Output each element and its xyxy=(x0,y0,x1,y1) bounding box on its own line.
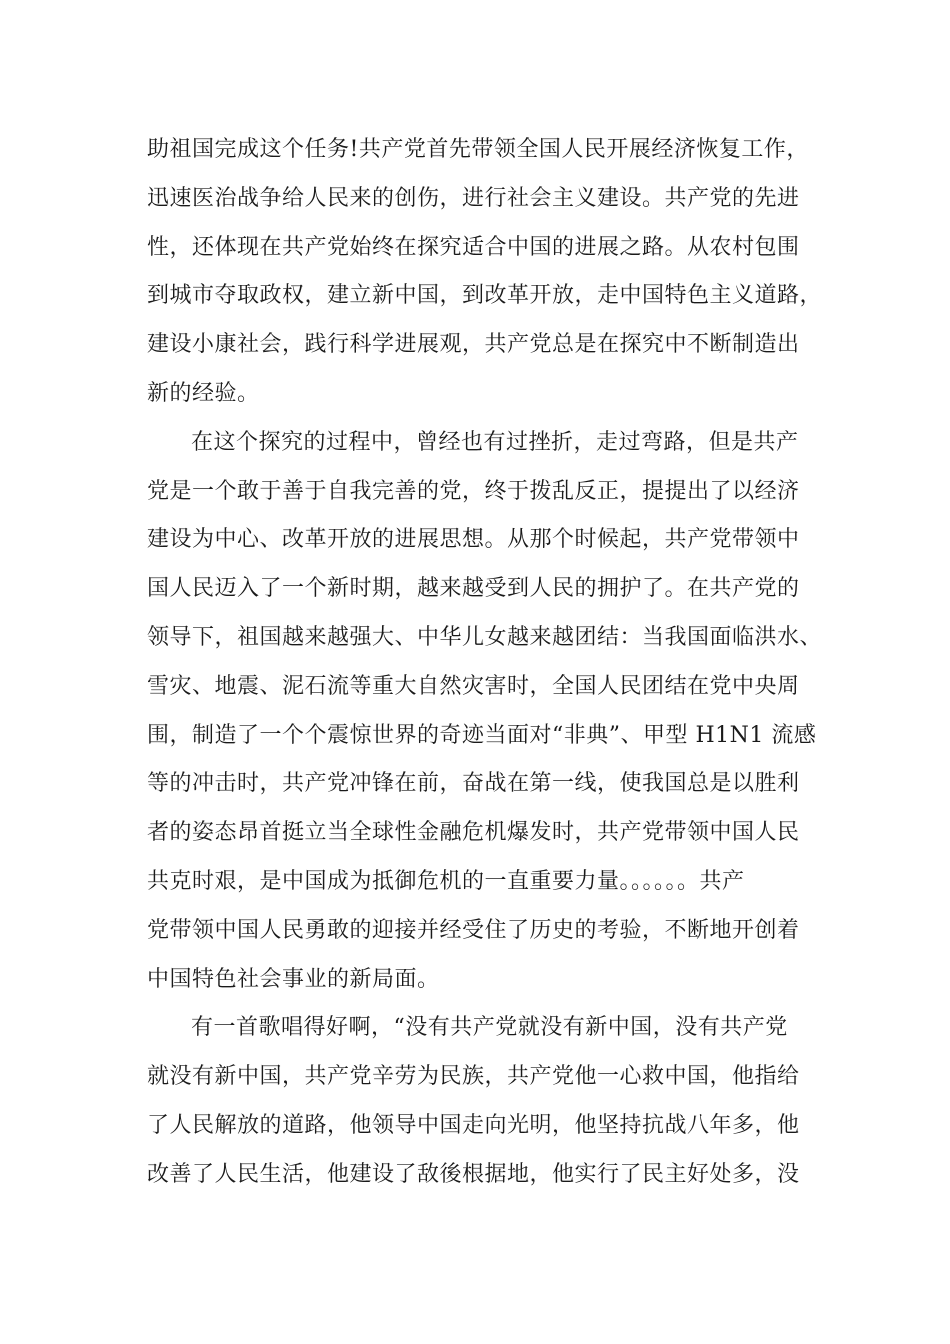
text-line: 改善了人民生活，他建设了敌後根据地，他实行了民主好处多，没 xyxy=(147,1161,800,1187)
text-line: 建设为中心、改革开放的进展思想。从那个时候起，共产党带领中 xyxy=(147,527,800,553)
text-line: 中国特色社会事业的新局面。 xyxy=(147,966,440,992)
text-line: 领导下，祖国越来越强大、中华儿女越来越团结：当我国面临洪水、 xyxy=(147,624,823,650)
text-line: 助祖国完成这个任务!共产党首先带领全国人民开展经济恢复工作， xyxy=(147,137,809,162)
text-line: 了人民解放的道路，他领导中国走向光明，他坚持抗战八年多，他 xyxy=(147,1112,800,1138)
text-line: 在这个探究的过程中，曾经也有过挫折，走过弯路，但是共产 xyxy=(191,429,799,455)
text-line: 围，制造了一个个震惊世界的奇迹当面对“非典”、甲型 H1N1 流感 xyxy=(147,722,817,748)
text-line: 性，还体现在共产党始终在探究适合中国的进展之路。从农村包围 xyxy=(147,234,800,260)
paragraph-1 xyxy=(147,126,827,419)
text-line: 到城市夺取政权，建立新中国，到改革开放，走中国特色主义道路， xyxy=(147,283,823,309)
text-line: 就没有新中国，共产党辛劳为民族，共产党他一心救中国，他指给 xyxy=(147,1064,800,1090)
text-line: 有一首歌唱得好啊，“没有共产党就没有新中国，没有共产党 xyxy=(191,1015,788,1041)
text-line: 共克时艰，是中国成为抵御危机的一直重要力量。。。。。。共产 xyxy=(147,868,745,894)
body-text xyxy=(147,126,827,1200)
text-line: 等的冲击时，共产党冲锋在前，奋战在第一线，使我国总是以胜利 xyxy=(147,771,800,797)
text-line: 迅速医治战争给人民来的创伤，进行社会主义建设。共产党的先进 xyxy=(147,185,800,211)
paragraph-3 xyxy=(147,1004,827,1199)
paragraph-2 xyxy=(147,419,827,1005)
text-line: 建设小康社会，践行科学进展观，共产党总是在探究中不断制造出 xyxy=(147,332,800,358)
text-line: 国人民迈入了一个新时期，越来越受到人民的拥护了。在共产党的 xyxy=(147,576,800,602)
text-line: 雪灾、地震、泥石流等重大自然灾害时，全国人民团结在党中央周 xyxy=(147,673,800,699)
text-line: 党带领中国人民勇敢的迎接并经受住了历史的考验，不断地开创着 xyxy=(147,917,800,943)
text-line: 新的经验。 xyxy=(147,380,260,406)
text-line: 党是一个敢于善于自我完善的党，终于拨乱反正，提提出了以经济 xyxy=(147,478,800,504)
text-line: 者的姿态昂首挺立当全球性金融危机爆发时，共产党带领中国人民 xyxy=(147,820,800,846)
